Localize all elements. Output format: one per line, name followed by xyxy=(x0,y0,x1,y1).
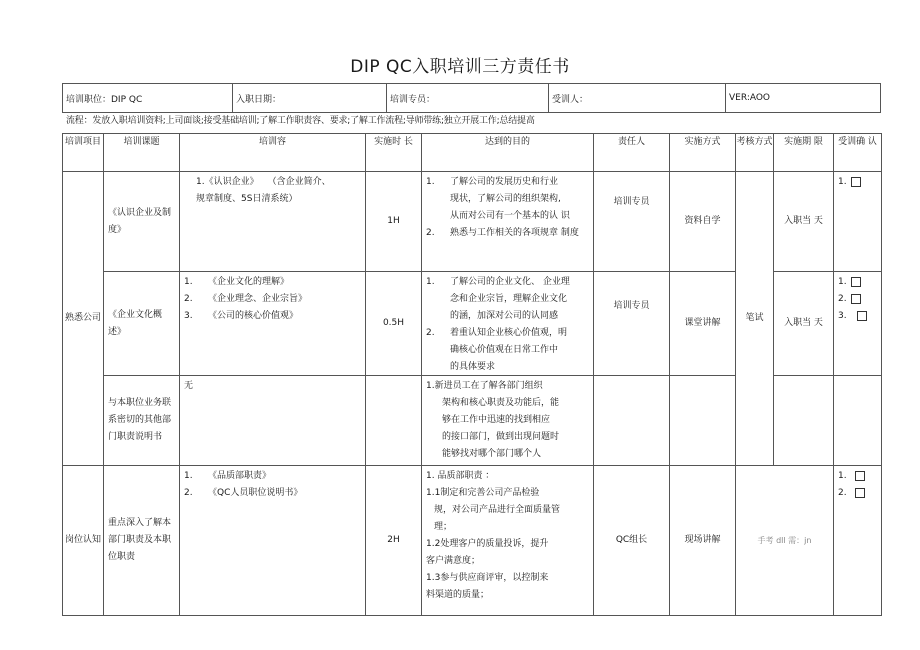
header-confirm: 受训确 认 xyxy=(834,134,882,172)
owner-cell: 培训专员 xyxy=(594,172,670,272)
checkbox[interactable] xyxy=(851,177,861,187)
header-duration: 实施时 长 xyxy=(366,134,422,172)
owner-cell: 培训专员 xyxy=(594,272,670,376)
method-cell xyxy=(670,376,736,466)
goal-cell: 1. 了解公司的发展历史和行业 现状，了解公司的组织架构, 从而对公司有一个基本的认 识 2. 熟悉与工作相关的各项规章 制度 xyxy=(422,172,594,272)
period-cell xyxy=(774,376,834,466)
period-cell: 入职当 天 xyxy=(774,272,834,376)
checkbox[interactable] xyxy=(851,294,861,304)
topic-cell: 与本职位业务联系密切的其他部门职责说明书 xyxy=(104,376,180,466)
header-goal: 达到的目的 xyxy=(422,134,594,172)
confirm-cell: 1. xyxy=(834,172,882,272)
assess-cell: 手考 dll 需：jn xyxy=(736,466,834,616)
checkbox[interactable] xyxy=(855,471,865,481)
confirm-cell: 1. 2. 3. xyxy=(834,272,882,376)
assess-cell: 笔试 xyxy=(736,172,774,466)
header-period: 实施期 限 xyxy=(774,134,834,172)
method-cell: 资料自学 xyxy=(670,172,736,272)
info-bar xyxy=(62,83,881,113)
content-cell: 1.《认识企业》 （含企业简介、 规章制度、5S日清系统） xyxy=(180,172,366,272)
period-cell: 入职当 天 xyxy=(774,172,834,272)
table-row xyxy=(63,172,882,272)
checkbox[interactable] xyxy=(857,311,867,321)
method-cell: 现场讲解 xyxy=(670,466,736,616)
method-cell: 课堂讲解 xyxy=(670,272,736,376)
goal-cell: 1.新进员工在了解各部门组织 架构和核心职责及功能后，能 够在工作中迅速的找到相应 的接口部门，做到出现问题时 能够找对哪个部门哪个人 xyxy=(422,376,594,466)
duration-cell: 0.5H xyxy=(366,272,422,376)
process-flow: 流程：发放入职培训资料;上司面谈;接受基础培训;了解工作职责容、要求;了解工作流程;导师带练;独立开展工作;总结提高 xyxy=(66,116,535,126)
document-title: DIP QC入职培训三方责任书 xyxy=(350,57,570,77)
header-assess: 考核方式 xyxy=(736,134,774,172)
content-cell: 无 xyxy=(180,376,366,466)
duration-cell: 1H xyxy=(366,172,422,272)
checkbox[interactable] xyxy=(851,277,861,287)
header-owner: 责任人 xyxy=(594,134,670,172)
checkbox[interactable] xyxy=(855,488,865,498)
training-table xyxy=(62,133,882,616)
section-name: 岗位认知 xyxy=(63,466,104,616)
topic-cell: 《企业文化概述》 xyxy=(104,272,180,376)
goal-cell: 1. 了解公司的企业文化、 企业理 念和企业宗旨，理解企业文化 的涵，加深对公司的认同感 2. 着重认知企业核心价值观，明 确核心价值观在日常工作中 的具体要求 xyxy=(422,272,594,376)
topic-cell: 重点深入了解本部门职责及本职位职责 xyxy=(104,466,180,616)
confirm-cell xyxy=(834,376,882,466)
header-method: 实施方式 xyxy=(670,134,736,172)
trainer: 培训专员： xyxy=(387,84,549,112)
confirm-cell: 1. 2. xyxy=(834,466,882,616)
training-position: 培训职位：DIP QC xyxy=(63,84,233,112)
section-name: 熟悉公司 xyxy=(63,172,104,466)
duration-cell: 2H xyxy=(366,466,422,616)
content-cell: 1. 《企业文化的理解》 2. 《企业理念、企业宗旨》 3. 《公司的核心价值观》 xyxy=(180,272,366,376)
owner-cell: QC组长 xyxy=(594,466,670,616)
version: VER:AOO xyxy=(729,93,771,103)
content-cell: 1. 《品质部职责》 2. 《QC人员职位说明书》 xyxy=(180,466,366,616)
trainee: 受训人： xyxy=(549,84,726,112)
entry-date: 入职日期： xyxy=(233,84,387,112)
header-project: 培训项目 xyxy=(63,134,104,172)
owner-cell xyxy=(594,376,670,466)
header-topic: 培训课题 xyxy=(104,134,180,172)
topic-cell: 《认识企业及制度》 xyxy=(104,172,180,272)
table-row xyxy=(63,466,882,616)
duration-cell xyxy=(366,376,422,466)
header-content: 培训容 xyxy=(180,134,366,172)
header-row xyxy=(63,134,882,172)
goal-cell: 1. 品质部职责 ： 1.1制定和完善公司产品检验 规，对公司产品进行全面质量管 理； 1.2处理客户的质量投诉，提升 客户满意度； 1.3参与供应商评审，以控制来 料渠道的质量； xyxy=(422,466,594,616)
